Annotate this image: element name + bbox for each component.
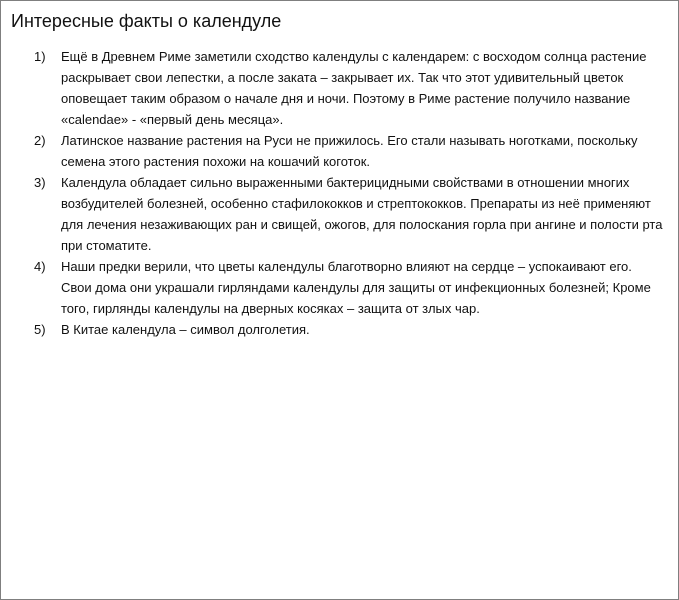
fact-number: 1) [34, 49, 46, 64]
fact-item-3 [1, 172, 669, 256]
fact-item-2 [1, 130, 669, 172]
fact-number: 2) [34, 133, 46, 148]
fact-text: Наши предки верили, что цветы календулы благотворно влияют на сердце – успокаивают его. Свои дома они украшали гирляндами календулы для защиты от инфекционных болезней; Кроме того, гирлянды календулы на дверных косяках – защита от злых чар. [61, 259, 651, 316]
fact-number: 4) [34, 259, 46, 274]
fact-item-4 [1, 256, 669, 319]
fact-text: Латинское название растения на Руси не прижилось. Его стали называть ноготками, поскольку семена этого растения похожи на кошачий коготок. [61, 133, 638, 169]
fact-number: 3) [34, 175, 46, 190]
fact-text: Календула обладает сильно выраженными бактерицидными свойствами в отношении многих возбудителей болезней, особенно стафилококков и стрептококков. Препараты из неё применяют для лечения незаживающих ран и свищей, ожогов, для полоскания горла при ангине и полости рта при стоматите. [61, 175, 663, 253]
fact-text: Ещё в Древнем Риме заметили сходство календулы с календарем: с восходом солнца растение раскрывает свои лепестки, а после заката – закрывает их. Так что этот удивительный цветок оповещает таким образом о начале дня и ночи. Поэтому в Риме растение получило название «calendae» - «первый день месяца». [61, 49, 647, 127]
document-title: Интересные факты о календуле [11, 11, 282, 31]
fact-item-5 [1, 319, 669, 340]
fact-number: 5) [34, 322, 46, 337]
facts-list [1, 46, 669, 340]
fact-text: В Китае календула – символ долголетия. [61, 322, 310, 337]
fact-item-1 [1, 46, 669, 130]
